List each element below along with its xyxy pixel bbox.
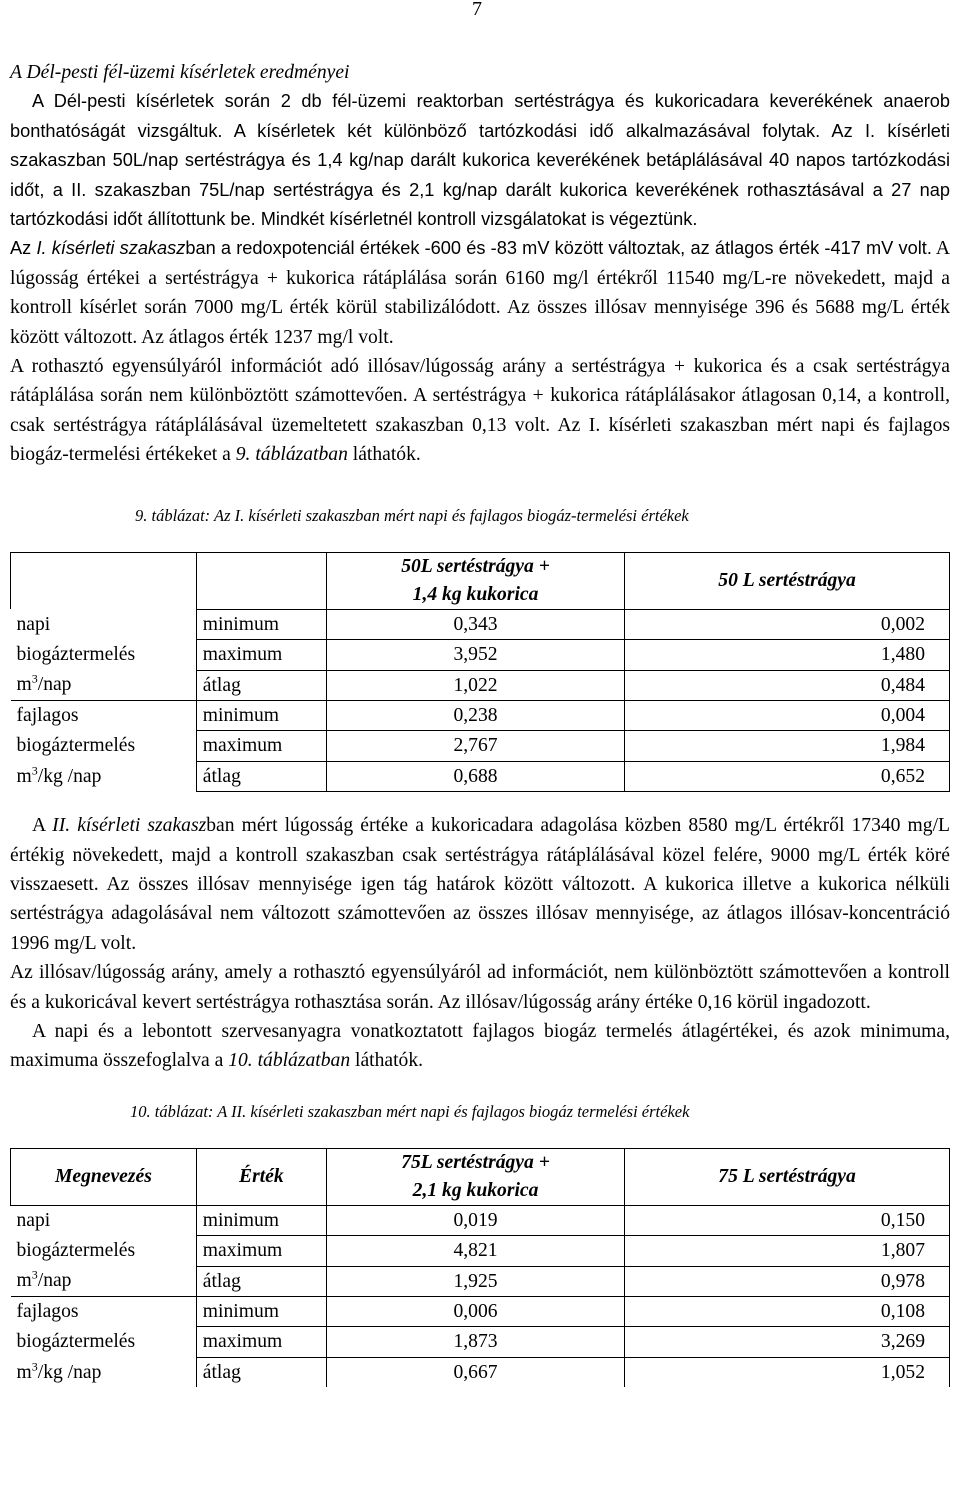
table10-value-header: Érték bbox=[196, 1148, 326, 1205]
table-row: napi minimum 0,343 0,002 bbox=[11, 609, 950, 639]
table-row: $m^3$/nap átlag 1,925 0,978 bbox=[11, 1266, 950, 1296]
paragraph-phase2: A II. kísérleti szakaszban mért lúgosság értéke a kukoricadara adagolása közben 8580 mg/L értékről 17340 mg/L értékig növekedett, majd a kontroll szakaszban csak sertéstrágya rátáplálásával közel felére, 9000 mg/L érték köré visszaesett. Az összes illósav mennyisége igen tág határok között változott. A kukorica illetve a kukorica nélküli sertéstrágya adagolásával nem változott számottevően az összes illósav mennyisége, az átlagos illósav-koncentráció 1996 mg/L volt. bbox=[10, 815, 951, 954]
table9-corner bbox=[11, 552, 197, 609]
table10-col1-header: 75L sertéstrágya + 2,1 kg kukorica bbox=[326, 1148, 624, 1205]
table10-name-header: Megnevezés bbox=[11, 1148, 197, 1205]
table9-col2-header: 50 L sertéstrágya bbox=[625, 552, 950, 609]
table-row: $m^3/kg$ /nap átlag 0,688 0,652 bbox=[11, 761, 950, 791]
table-row: fajlagos minimum 0,006 0,108 bbox=[11, 1297, 950, 1327]
document-body bbox=[10, 58, 950, 1387]
table-10 bbox=[10, 1148, 950, 1387]
table9-caption: 9. táblázat: Az I. kísérleti szakaszban mért napi és fajlagos biogáz-termelési értékek bbox=[135, 505, 689, 525]
paragraph-table10-ref: A napi és a lebontott szervesanyagra vonatkoztatott fajlagos biogáz termelés átlagértékei, és azok minimuma, maximuma összefoglalva a 10. táblázatban láthatók. bbox=[10, 1020, 950, 1072]
table-row: biogáztermelés maximum 4,821 1,807 bbox=[11, 1236, 950, 1266]
table10-caption: 10. táblázat: A II. kísérleti szakaszban mért napi és fajlagos biogáz termelési értékek bbox=[130, 1101, 690, 1121]
table10-col2-header: 75 L sertéstrágya bbox=[625, 1148, 950, 1205]
section-heading: A Dél-pesti fél-üzemi kísérletek eredményei bbox=[10, 62, 350, 83]
table-9 bbox=[10, 552, 950, 792]
table-row: biogáztermelés maximum 3,952 1,480 bbox=[11, 640, 950, 670]
table-row: fajlagos minimum 0,238 0,004 bbox=[11, 700, 950, 730]
paragraph-phase1: Az I. kísérleti szakaszban a redoxpotenciál értékek -600 és -83 mV között változtak, az átlagos érték -417 mV volt. A lúgosság értékei a sertéstrágya + kukorica rátáplálása során 6160 mg/l értékről 11540 mg/L-re növekedett, majd a kontroll kísérlet során 7000 mg/L érték körül stabilizálódott. Az összes illósav mennyisége 396 és 5688 mg/L érték között változott. Az átlagos érték 1237 mg/l volt. bbox=[10, 238, 951, 348]
table-row: $m^3/kg$ /nap átlag 0,667 1,052 bbox=[11, 1357, 950, 1387]
table9-col1-header: 50L sertéstrágya + 1,4 kg kukorica bbox=[326, 552, 624, 609]
paragraph-ratio2: Az illósav/lúgosság arány, amely a rothasztó egyensúlyáról ad információt, nem különböztött számottevően a kontroll és a kukoricával kevert sertéstrágya rothasztása során. Az illósav/lúgosság arány értéke 0,16 körül ingadozott. bbox=[10, 962, 950, 1013]
paragraph-ratio: A rothasztó egyensúlyáról információt adó illósav/lúgosság arány a sertéstrágya + kukorica és a csak sertéstrágya rátáplálása során nem különböztött számottevően. A sertéstrágya + kukorica rátáplálásakor átlagosan 0,14, a kontroll, csak sertéstrágya rátáplálásával üzemeltetett szakaszban 0,13 volt. Az I. kísérleti szakaszban mért napi és fajlagos biogáz-termelési értékeket a 9. táblázatban láthatók. bbox=[10, 356, 950, 466]
table-row: $m^3$/nap átlag 1,022 0,484 bbox=[11, 670, 950, 700]
table-row: biogáztermelés maximum 1,873 3,269 bbox=[11, 1327, 950, 1357]
table-row: biogáztermelés maximum 2,767 1,984 bbox=[11, 731, 950, 761]
paragraph-intro: A Dél-pesti kísérletek során 2 db fél-üzemi reaktorban sertéstrágya és kukoricadara keverékének anaerob bonthatóságát vizsgáltuk. A kísérletek két különböző tartózkodási idő alkalmazásával folytak. Az I. kísérleti szakaszban 50L/nap sertéstrágya és 1,4 kg/nap darált kukorica keverékének betáplálásával 40 napos tartózkodási időt, a II. szakaszban 75L/nap sertéstrágya és 2,1 kg/nap darált kukorica keverékének rothasztásával a 27 nap tartózkodási időt állítottunk be. Mindkét kísérletnél kontroll vizsgálatokat is végeztünk. bbox=[10, 91, 950, 230]
table-row: napi minimum 0,019 0,150 bbox=[11, 1205, 950, 1235]
page-number: 7 bbox=[472, 0, 482, 20]
